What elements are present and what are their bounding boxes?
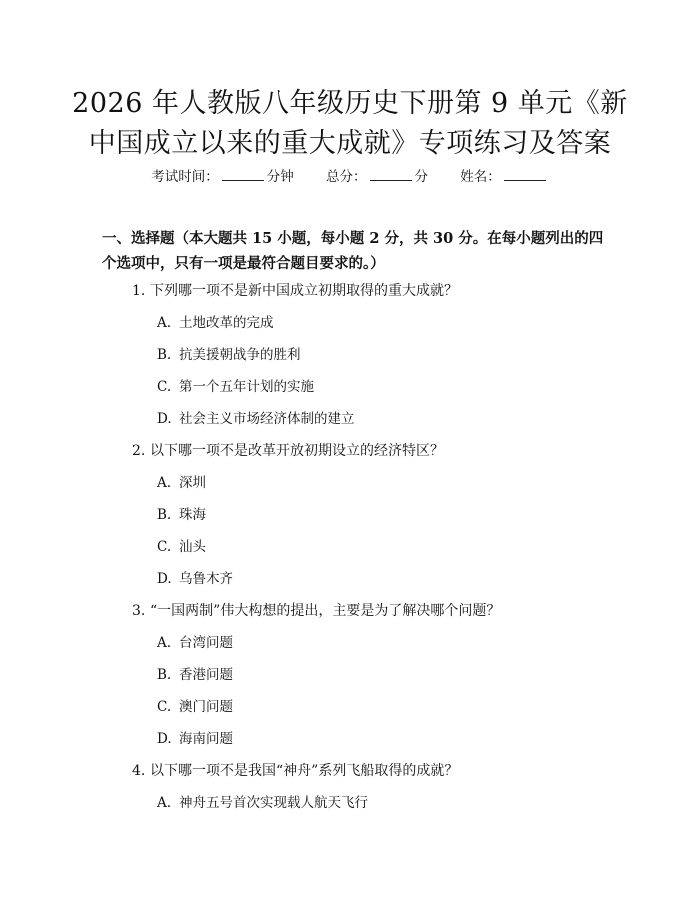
option-text: 社会主义市场经济体制的建立 — [179, 411, 355, 427]
option-text: 珠海 — [179, 507, 206, 523]
option-3b — [157, 665, 233, 685]
option-2c — [157, 537, 206, 557]
question-text: “一国两制”伟大构想的提出，主要是为了解决哪个问题？ — [150, 603, 501, 619]
score-label: 总分： — [326, 169, 367, 185]
question-number: 4. — [132, 763, 146, 779]
option-text: 深圳 — [179, 475, 206, 491]
option-text: 神舟五号首次实现载人航天飞行 — [179, 795, 368, 811]
exam-time — [151, 167, 294, 187]
option-1b — [157, 345, 301, 365]
question-4 — [132, 761, 458, 781]
option-3d — [157, 729, 233, 749]
question-1 — [132, 281, 458, 301]
option-2d — [157, 569, 233, 589]
option-text: 汕头 — [179, 539, 206, 555]
score-unit: 分 — [414, 169, 428, 185]
option-letter: A. — [157, 315, 172, 331]
option-text: 抗美援朝战争的胜利 — [179, 347, 301, 363]
option-text: 台湾问题 — [179, 635, 233, 651]
option-letter: D. — [157, 731, 172, 747]
option-letter: A. — [157, 795, 172, 811]
question-number: 2. — [132, 443, 146, 459]
option-2b — [157, 505, 206, 525]
option-text: 香港问题 — [179, 667, 233, 683]
option-text: 海南问题 — [179, 731, 233, 747]
option-3a — [157, 633, 233, 653]
question-3 — [132, 601, 500, 621]
time-label: 考试时间： — [151, 169, 219, 185]
question-text: 以下哪一项不是我国“神舟”系列飞船取得的成就？ — [150, 763, 459, 779]
option-letter: B. — [157, 667, 172, 683]
option-letter: A. — [157, 475, 172, 491]
option-letter: C. — [157, 539, 172, 555]
option-text: 土地改革的完成 — [179, 315, 274, 331]
option-text: 澳门问题 — [179, 699, 233, 715]
title-line-1: 2026 年人教版八年级历史下册第 9 单元《新 — [72, 88, 628, 119]
student-name — [460, 167, 549, 187]
exam-meta — [0, 167, 700, 187]
time-blank — [222, 168, 264, 181]
option-2a — [157, 473, 206, 493]
question-text: 以下哪一项不是改革开放初期设立的经济特区？ — [150, 443, 444, 459]
option-text: 第一个五年计划的实施 — [179, 379, 314, 395]
option-4a — [157, 793, 368, 813]
question-text: 下列哪一项不是新中国成立初期取得的重大成就？ — [150, 283, 458, 299]
option-letter: C. — [157, 379, 172, 395]
question-number: 3. — [132, 603, 146, 619]
time-unit: 分钟 — [266, 169, 294, 185]
option-letter: B. — [157, 347, 172, 363]
question-2 — [132, 441, 444, 461]
total-score — [326, 167, 428, 187]
question-number: 1. — [132, 283, 146, 299]
option-letter: D. — [157, 411, 172, 427]
option-letter: D. — [157, 571, 172, 587]
option-3c — [157, 697, 233, 717]
option-letter: C. — [157, 699, 172, 715]
name-blank — [504, 168, 546, 181]
option-1c — [157, 377, 314, 397]
score-blank — [370, 168, 412, 181]
title-line-2: 中国成立以来的重大成就》专项练习及答案 — [88, 128, 612, 159]
option-letter: B. — [157, 507, 172, 523]
section-heading: 一、选择题（本大题共 15 小题，每小题 2 分，共 30 分。在每小题列出的四个选项中，只有一项是最符合题目要求的。） — [102, 230, 604, 272]
option-1a — [157, 313, 274, 333]
option-letter: A. — [157, 635, 172, 651]
name-label: 姓名： — [460, 169, 501, 185]
option-text: 乌鲁木齐 — [179, 571, 233, 587]
option-1d — [157, 409, 355, 429]
